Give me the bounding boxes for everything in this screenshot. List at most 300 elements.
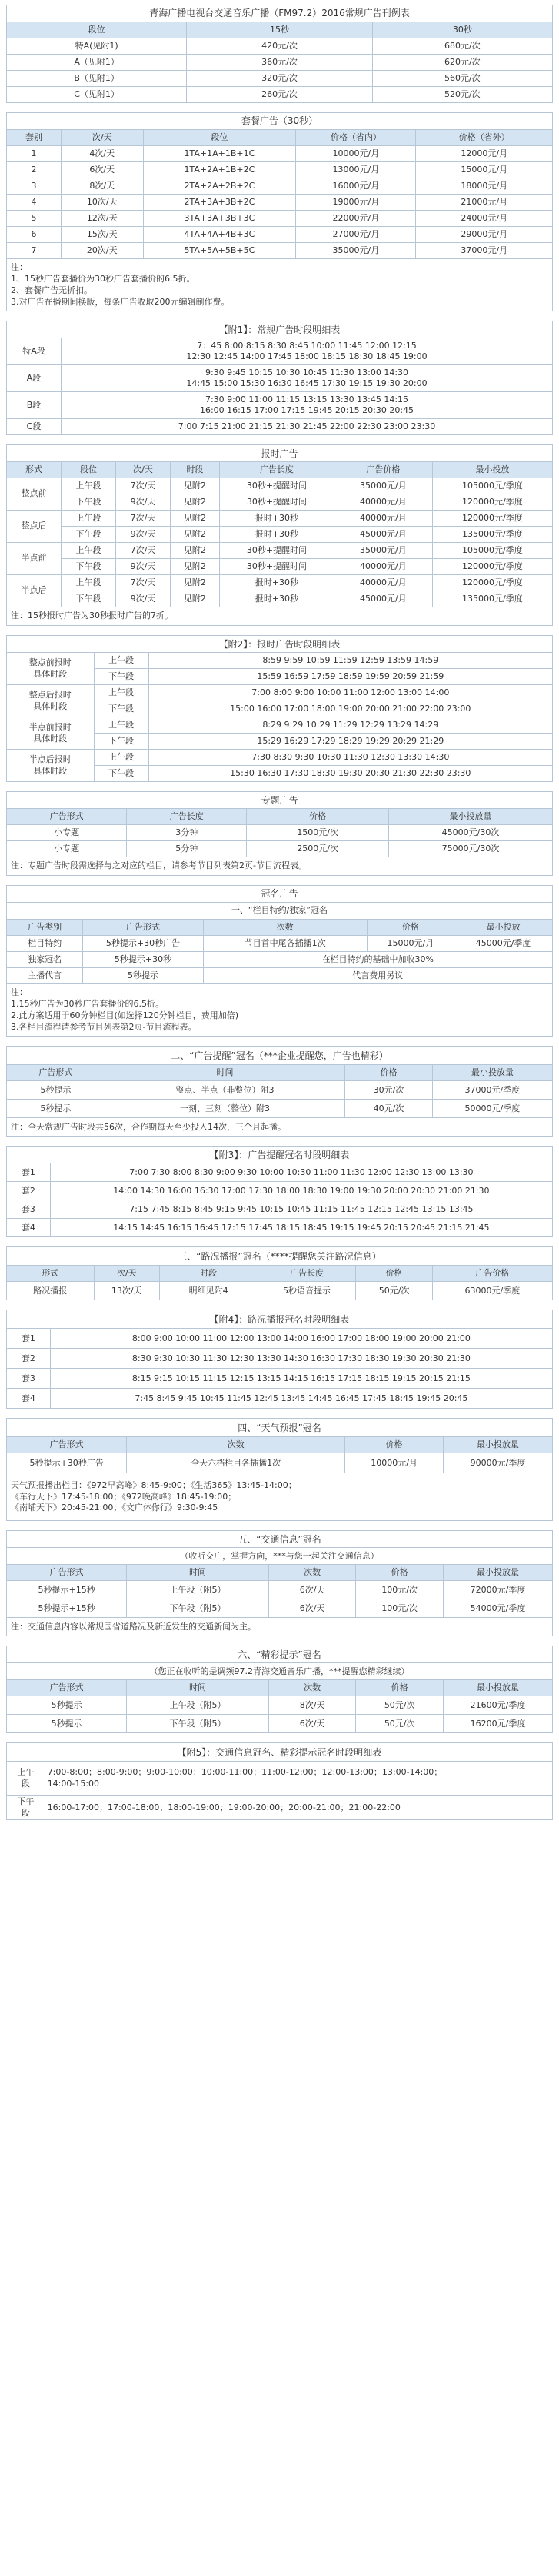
table-cell: 15:59 16:59 17:59 18:59 19:59 20:59 21:59: [148, 669, 552, 685]
table-cell: 一刻、三刻（整位）附3: [105, 1100, 344, 1118]
segment-label: C段: [7, 419, 62, 435]
table-cell: 105000元/季度: [432, 543, 552, 559]
column-header: 广告价格: [334, 462, 432, 478]
table-cell: 7次/天: [116, 511, 171, 527]
table-cell: 小专题: [7, 841, 127, 857]
section-gap: [6, 311, 553, 321]
table-cell: 35000元/月: [296, 243, 416, 259]
table-row: [7, 1548, 553, 1565]
table-cell: B（见附1）: [7, 71, 187, 87]
column-header: 价格: [367, 920, 454, 936]
table-cell: 45000元/月: [334, 591, 432, 607]
time-slots: 14:00 14:30 16:00 16:30 17:00 17:30 18:00 18:30 19:00 19:30 20:00 20:30 21:00 21:30: [50, 1182, 552, 1200]
table-cell: 2TA+2A+2B+2C: [143, 178, 296, 195]
table-title: 二、“广告提醒”冠名（***企业提醒您，广告也精彩）: [7, 1047, 553, 1065]
section-gap: [6, 1521, 553, 1530]
table-row: [7, 494, 553, 511]
weather-naming-table: [6, 1418, 553, 1521]
table-row: [7, 952, 553, 968]
table-cell: 见附2: [171, 543, 220, 559]
table-cell: 5秒提示: [7, 1696, 127, 1715]
time-slots: 7:00 7:30 8:00 8:30 9:00 9:30 10:00 10:30 11:00 11:30 12:00 12:30 13:00 13:30: [50, 1163, 552, 1182]
table-row: [7, 5, 553, 22]
set-label: 套1: [7, 1329, 51, 1349]
column-header: 次数: [127, 1437, 345, 1453]
section-gap: [6, 103, 553, 112]
table-cell: 2500元/次: [247, 841, 389, 857]
column-header: 价格: [356, 1565, 444, 1581]
segment-label: B段: [7, 392, 62, 419]
table-cell: 50元/次: [356, 1696, 444, 1715]
column-header: 最小投放量: [443, 1437, 552, 1453]
table-cell: 15:29 16:29 17:29 18:29 19:29 20:29 21:29: [148, 734, 552, 750]
table-cell: 8次/天: [62, 178, 144, 195]
column-header: 广告形式: [7, 1565, 127, 1581]
table-cell: 420元/次: [187, 38, 372, 55]
column-header: 最小投放量: [443, 1680, 552, 1696]
table-cell: 10000元/月: [296, 146, 416, 162]
table-cell: 4: [7, 195, 62, 211]
table-row: [7, 984, 553, 1037]
table-cell: 100元/次: [356, 1581, 444, 1599]
table-cell: 6次/天: [62, 162, 144, 178]
column-header: 次数: [268, 1680, 356, 1696]
table-cell: 特A(见附1): [7, 38, 187, 55]
table-cell: 5秒提示+30秒广告: [83, 936, 203, 952]
table-row: [7, 445, 553, 462]
table-cell: 120000元/季度: [432, 559, 552, 575]
table-cell: 100元/次: [356, 1599, 444, 1618]
table-cell: 小专题: [7, 825, 127, 841]
table-cell: 16200元/季度: [443, 1715, 552, 1733]
time-slots: 7:00 7:15 21:00 21:15 21:30 21:45 22:00 22:30 23:00 23:30: [62, 419, 553, 435]
table-row: [7, 1473, 553, 1521]
special-ad-table: [6, 791, 553, 876]
column-header: 次数: [268, 1565, 356, 1581]
set-label: 套4: [7, 1219, 51, 1237]
table-title: 三、“路况播报”冠名（****提醒您关注路况信息）: [7, 1247, 553, 1266]
table-row: [7, 162, 553, 178]
table-cell: 21600元/季度: [443, 1696, 552, 1715]
table-title: 冠名广告: [7, 886, 553, 903]
time-slots: 7:15 7:45 8:15 8:45 9:15 9:45 10:15 10:45 11:15 11:45 12:15 12:45 13:15 13:45: [50, 1200, 552, 1219]
table-cell: 7次/天: [116, 478, 171, 494]
table-cell: 3分钟: [127, 825, 247, 841]
column-header: 广告形式: [7, 1437, 127, 1453]
table-cell: 全天六档栏目各插播1次: [127, 1453, 345, 1473]
column-header: 时间: [127, 1680, 269, 1696]
column-header: 段位: [7, 22, 187, 38]
column-header: 形式: [7, 1266, 95, 1282]
table-cell: 105000元/季度: [432, 478, 552, 494]
column-header: 时间: [105, 1065, 344, 1081]
table-cell: 13次/天: [94, 1282, 159, 1300]
column-header: 最小投放量: [388, 809, 552, 825]
column-header: 价格（省外）: [416, 130, 553, 146]
table-row: [7, 685, 553, 701]
column-header: 价格: [247, 809, 389, 825]
appendix1-table: [6, 321, 553, 435]
table-row: [7, 419, 553, 435]
table-note: 天气预报播出栏目：《972早高峰》8:45-9:00；《生活365》13:45-14:00； 《车行天下》17:45-18:00；《972晚高峰》18:45-19:00； 《南埔天下》20:45-21:00；《文广体你行》9:30-9:45: [7, 1473, 553, 1521]
table-cell: 260元/次: [187, 87, 372, 103]
table-row: [7, 559, 553, 575]
table-row: [7, 1118, 553, 1137]
column-header: 最小投放: [432, 462, 552, 478]
table-cell: 29000元/月: [416, 227, 553, 243]
table-cell: 27000元/月: [296, 227, 416, 243]
table-row: [7, 1200, 553, 1219]
set-label: 套2: [7, 1182, 51, 1200]
table-cell: 13000元/月: [296, 162, 416, 178]
table-cell: 15000元/月: [367, 936, 454, 952]
table-cell: 360元/次: [187, 55, 372, 71]
table-row: [7, 1696, 553, 1715]
group-label: 整点前报时 具体时段: [7, 653, 95, 685]
table-cell: 135000元/季度: [432, 591, 552, 607]
table-row: [7, 1618, 553, 1636]
table-row: [7, 1065, 553, 1081]
table-cell: 上午段（附5）: [127, 1696, 269, 1715]
table-cell: C（见附1）: [7, 87, 187, 103]
table-cell: 3TA+3A+3B+3C: [143, 211, 296, 227]
table-title: 【附2】：报时广告时段明细表: [7, 636, 553, 653]
column-header: 广告形式: [83, 920, 203, 936]
table-row: [7, 1163, 553, 1182]
table-note: 注：交通信息内容以常规国省道路况及新近发生的交通新闻为主。: [7, 1618, 553, 1636]
traffic-naming-table: [6, 1530, 553, 1636]
column-header: 次数: [203, 920, 367, 936]
table-cell: 见附2: [171, 575, 220, 591]
table-cell: 下午段: [62, 527, 116, 543]
table-cell: 120000元/季度: [432, 494, 552, 511]
table-cell: 见附2: [171, 494, 220, 511]
table-cell: 5秒语音提示: [258, 1282, 356, 1300]
table-cell: 下午段: [62, 494, 116, 511]
table-cell: 见附2: [171, 527, 220, 543]
table-row: [7, 575, 553, 591]
table-row: [7, 87, 553, 103]
table-row: [7, 1715, 553, 1733]
column-header: 最小投放量: [432, 1065, 552, 1081]
time-slots: 16:00-17:00；17:00-18:00；18:00-19:00；19:00-20:00；20:00-21:00；21:00-22:00: [45, 1796, 552, 1820]
table-row: [7, 825, 553, 841]
table-cell: 上午段: [62, 511, 116, 527]
table-cell: 下午段（附5）: [127, 1599, 269, 1618]
section-gap: [6, 1137, 553, 1146]
table-row: [7, 857, 553, 876]
column-header: 广告价格: [432, 1266, 552, 1282]
table-row: [7, 1599, 553, 1618]
table-title: 套餐广告（30秒）: [7, 113, 553, 130]
table-cell: 45000元/季度: [454, 936, 553, 952]
table-subtitle: （收听交广，掌握方向，***与您一起关注交通信息）: [7, 1548, 553, 1565]
table-cell: 15000元/月: [416, 162, 553, 178]
column-header: 时间: [127, 1565, 269, 1581]
table-row: [7, 1100, 553, 1118]
table-cell: 主播代言: [7, 968, 83, 984]
column-header: 时段: [159, 1266, 258, 1282]
table-cell: 40000元/月: [334, 559, 432, 575]
group-label: 整点后: [7, 511, 62, 543]
table-cell: 520元/次: [372, 87, 552, 103]
segment-label: A段: [7, 365, 62, 392]
table-cell: 5秒提示+30秒广告: [7, 1453, 127, 1473]
column-header: 广告类别: [7, 920, 83, 936]
table-cell: 680元/次: [372, 38, 552, 55]
time-slots: 7:45 8:45 9:45 10:45 11:45 12:45 13:45 14:45 16:45 17:45 18:45 19:45 20:45: [50, 1389, 552, 1409]
table-row: [7, 1081, 553, 1100]
table-cell: 3: [7, 178, 62, 195]
table-cell: 明细见附4: [159, 1282, 258, 1300]
column-header: 广告形式: [7, 1065, 105, 1081]
table-cell: 7次/天: [116, 575, 171, 591]
table-row: [7, 55, 553, 71]
column-header: 30秒: [372, 22, 552, 38]
table-row: [7, 1047, 553, 1065]
table-row: [7, 1419, 553, 1437]
table-cell: 5秒提示: [7, 1100, 105, 1118]
table-row: [7, 886, 553, 903]
table-cell: 8:59 9:59 10:59 11:59 12:59 13:59 14:59: [148, 653, 552, 669]
table-row: [7, 38, 553, 55]
table-cell: 下午段: [94, 701, 148, 717]
table-cell: 4次/天: [62, 146, 144, 162]
table-cell: 9次/天: [116, 527, 171, 543]
group-label: 整点后报时 具体时段: [7, 685, 95, 717]
time-ad-table: [6, 444, 553, 626]
table-cell: 37000元/季度: [432, 1081, 552, 1100]
table-row: [7, 338, 553, 365]
table-cell: 30秒+提醒时间: [219, 478, 334, 494]
group-label: 半点前报时 具体时段: [7, 717, 95, 750]
table-row: [7, 1762, 553, 1796]
column-header: 时段: [171, 462, 220, 478]
table-row: [7, 478, 553, 494]
table-row: [7, 365, 553, 392]
table-row: [7, 1282, 553, 1300]
table-cell: 40000元/月: [334, 511, 432, 527]
table-cell: 下午段: [94, 734, 148, 750]
table-cell: 路况播报: [7, 1282, 95, 1300]
table-cell: 整点、半点（非整位）附3: [105, 1081, 344, 1100]
table-row: [7, 511, 553, 527]
table-row: [7, 653, 553, 669]
table-row: [7, 227, 553, 243]
table-cell: 下午段: [62, 559, 116, 575]
table-cell: 上午段: [94, 685, 148, 701]
appendix5-table: [6, 1742, 553, 1820]
table-row: [7, 527, 553, 543]
column-header: 次/天: [62, 130, 144, 146]
table-cell: 1TA+1A+1B+1C: [143, 146, 296, 162]
table-cell: 37000元/月: [416, 243, 553, 259]
table-row: [7, 1796, 553, 1820]
table-row: [7, 71, 553, 87]
table-row: [7, 243, 553, 259]
column-header: 价格: [356, 1680, 444, 1696]
group-label: 半点后报时 具体时段: [7, 750, 95, 782]
table-row: [7, 903, 553, 920]
table-cell: 报时+30秒: [219, 511, 334, 527]
table-subtitle: （您正在收听的是调频97.2青海交通音乐广播，***提醒您精彩继续）: [7, 1663, 553, 1680]
table-cell: 5: [7, 211, 62, 227]
table-note: 注：专题广告时段需选择与之对应的栏目，请参考节目列表第2页-节目流程表。: [7, 857, 553, 876]
table-cell: 5分钟: [127, 841, 247, 857]
table-cell: 4TA+4A+4B+3C: [143, 227, 296, 243]
column-header: 广告形式: [7, 809, 127, 825]
table-row: [7, 259, 553, 311]
table-cell: 90000元/季度: [443, 1453, 552, 1473]
table-row: [7, 1310, 553, 1329]
table-cell: 7:30 8:30 9:30 10:30 11:30 12:30 13:30 14:30: [148, 750, 552, 766]
table-cell: 上午段: [62, 575, 116, 591]
table-title: 【附3】：广告提醒冠名时段明细表: [7, 1147, 553, 1163]
table-cell: 8:29 9:29 10:29 11:29 12:29 13:29 14:29: [148, 717, 552, 734]
table-row: [7, 792, 553, 809]
column-header: 次/天: [94, 1266, 159, 1282]
table-row: [7, 968, 553, 984]
rate-card-document: [6, 5, 553, 1820]
set-label: 套4: [7, 1389, 51, 1409]
table-row: [7, 1182, 553, 1200]
table-row: [7, 936, 553, 952]
column-header: 段位: [62, 462, 116, 478]
column-header: 价格: [345, 1437, 444, 1453]
column-header: 广告长度: [219, 462, 334, 478]
table-cell: 7次/天: [116, 543, 171, 559]
table-title: 六、“精彩提示”冠名: [7, 1646, 553, 1663]
table-row: [7, 809, 553, 825]
table-note: 注：15秒报时广告为30秒报时广告的7折。: [7, 607, 553, 626]
table-cell: 30元/次: [345, 1081, 433, 1100]
table-cell: 上午段: [62, 543, 116, 559]
table-title: 【附4】：路况播报冠名时段明细表: [7, 1310, 553, 1329]
table-cell: 24000元/月: [416, 211, 553, 227]
table-row: [7, 1663, 553, 1680]
table-cell: 120000元/季度: [432, 511, 552, 527]
table-row: [7, 22, 553, 38]
road-naming-table: [6, 1246, 553, 1300]
table-cell: 10000元/月: [345, 1453, 444, 1473]
table-row: [7, 717, 553, 734]
table-row: [7, 178, 553, 195]
table-row: [7, 1266, 553, 1282]
package-table: [6, 112, 553, 311]
table-row: [7, 1349, 553, 1369]
table-cell: 1: [7, 146, 62, 162]
table-row: [7, 1329, 553, 1349]
table-cell: 10次/天: [62, 195, 144, 211]
table-cell: 2: [7, 162, 62, 178]
table-title: 青海广播电视台交通音乐广播（FM97.2）2016常规广告刊例表: [7, 5, 553, 22]
table-cell: 7: [7, 243, 62, 259]
table-row: [7, 1437, 553, 1453]
table-cell: A（见附1）: [7, 55, 187, 71]
table-cell: 40000元/月: [334, 494, 432, 511]
table-cell: 见附2: [171, 591, 220, 607]
time-slots: 7：45 8:00 8:15 8:30 8:45 10:00 11:45 12:00 12:15 12:30 12:45 14:00 17:45 18:00 18:15 18:30 18:45 19:00: [62, 338, 553, 365]
table-row: [7, 1680, 553, 1696]
table-cell: 22000元/月: [296, 211, 416, 227]
table-cell: 5秒提示: [7, 1715, 127, 1733]
column-header: 广告长度: [258, 1266, 356, 1282]
set-label: 套2: [7, 1349, 51, 1369]
table-row: [7, 1531, 553, 1548]
table-cell: 报时+30秒: [219, 575, 334, 591]
table-title: 五、“交通信息”冠名: [7, 1531, 553, 1548]
table-cell: 45000元/30次: [388, 825, 552, 841]
naming-ad-table: [6, 885, 553, 1037]
table-cell: 6: [7, 227, 62, 243]
time-slots: 8:00 9:00 10:00 11:00 12:00 13:00 14:00 16:00 17:00 18:00 19:00 20:00 21:00: [50, 1329, 552, 1349]
table-row: [7, 1369, 553, 1389]
table-cell: 135000元/季度: [432, 527, 552, 543]
table-cell: 54000元/季度: [443, 1599, 552, 1618]
table-cell: 栏目特约: [7, 936, 83, 952]
table-cell: 72000元/季度: [443, 1581, 552, 1599]
table-cell: 见附2: [171, 559, 220, 575]
table-cell: 75000元/30次: [388, 841, 552, 857]
table-row: [7, 1565, 553, 1581]
table-row: [7, 1581, 553, 1599]
wonder-naming-table: [6, 1646, 553, 1733]
table-cell: 2TA+3A+3B+2C: [143, 195, 296, 211]
table-cell: 上午段: [94, 717, 148, 734]
section-gap: [6, 626, 553, 635]
table-cell: 5秒提示: [7, 1081, 105, 1100]
column-header: 价格（省内）: [296, 130, 416, 146]
table-cell: 40000元/月: [334, 575, 432, 591]
table-cell: 50000元/季度: [432, 1100, 552, 1118]
table-cell: 5TA+5A+5B+5C: [143, 243, 296, 259]
column-header: 价格: [356, 1266, 432, 1282]
table-cell: 下午段: [62, 591, 116, 607]
section-gap: [6, 1409, 553, 1418]
appendix4-table: [6, 1310, 553, 1409]
table-row: [7, 462, 553, 478]
table-row: [7, 607, 553, 626]
table-cell: 620元/次: [372, 55, 552, 71]
price-table: [6, 5, 553, 103]
table-cell: 5秒提示+30秒: [83, 952, 203, 968]
table-cell: 9次/天: [116, 591, 171, 607]
column-header: 价格: [345, 1065, 433, 1081]
table-cell: 8次/天: [268, 1696, 356, 1715]
table-cell: 见附2: [171, 511, 220, 527]
table-cell: 45000元/月: [334, 527, 432, 543]
table-cell: 9次/天: [116, 559, 171, 575]
table-cell: 35000元/月: [334, 543, 432, 559]
table-cell: 独家冠名: [7, 952, 83, 968]
table-cell: 6次/天: [268, 1715, 356, 1733]
table-cell: 5秒提示+15秒: [7, 1581, 127, 1599]
table-cell: 120000元/季度: [432, 575, 552, 591]
table-row: [7, 1743, 553, 1762]
table-row: [7, 1219, 553, 1237]
table-row: [7, 1453, 553, 1473]
section-gap: [6, 435, 553, 444]
set-label: 套3: [7, 1200, 51, 1219]
column-header: 15秒: [187, 22, 372, 38]
column-header: 段位: [143, 130, 296, 146]
column-header: 广告长度: [127, 809, 247, 825]
time-slots: 7:30 9:00 11:00 11:15 13:15 13:30 13:45 14:15 16:00 16:15 17:00 17:15 19:45 20:15 20:30 20:45: [62, 392, 553, 419]
table-cell: 21000元/月: [416, 195, 553, 211]
column-header: 广告形式: [7, 1680, 127, 1696]
table-cell: 15次/天: [62, 227, 144, 243]
table-title: 四、“天气预报”冠名: [7, 1419, 553, 1437]
